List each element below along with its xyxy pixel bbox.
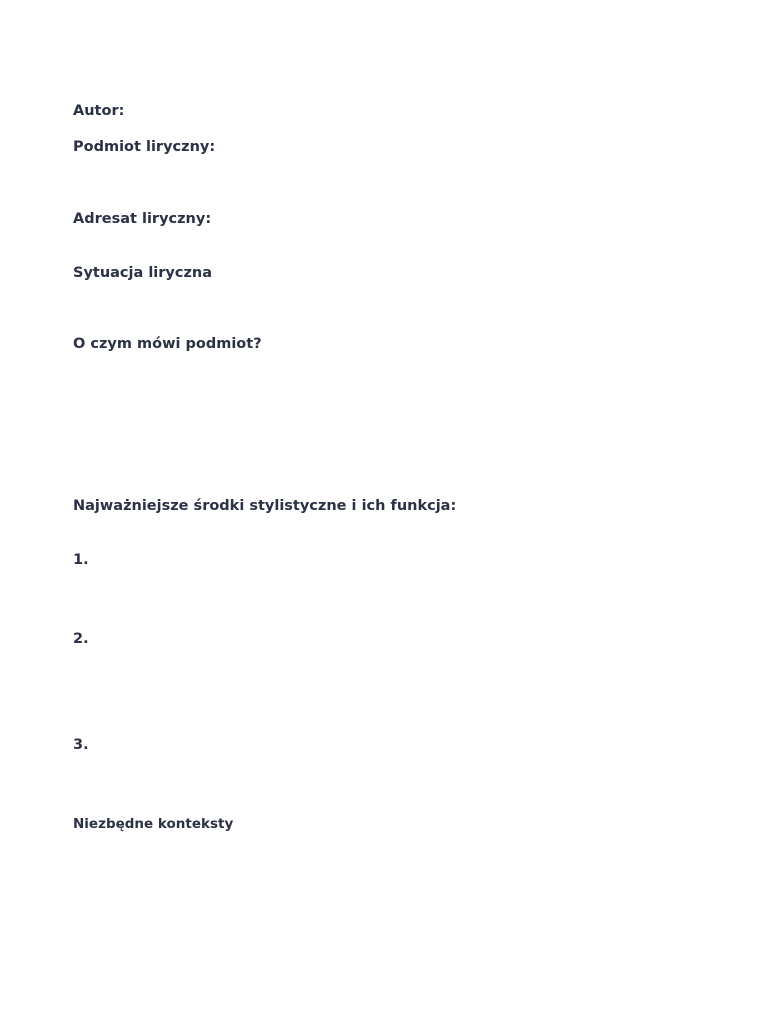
list-item-1: 1. (73, 552, 89, 568)
contexts-label: Niezbędne konteksty (73, 816, 234, 832)
author-label: Autor: (73, 103, 125, 119)
subject-speech-question: O czym mówi podmiot? (73, 336, 262, 352)
lyrical-addressee-label: Adresat liryczny: (73, 211, 212, 227)
lyrical-situation-label: Sytuacja liryczna (73, 265, 213, 281)
stylistic-devices-label: Najważniejsze środki stylistyczne i ich funkcja: (73, 498, 457, 514)
lyrical-subject-label: Podmiot liryczny: (73, 139, 216, 155)
list-item-3: 3. (73, 737, 89, 753)
list-item-2: 2. (73, 631, 89, 647)
